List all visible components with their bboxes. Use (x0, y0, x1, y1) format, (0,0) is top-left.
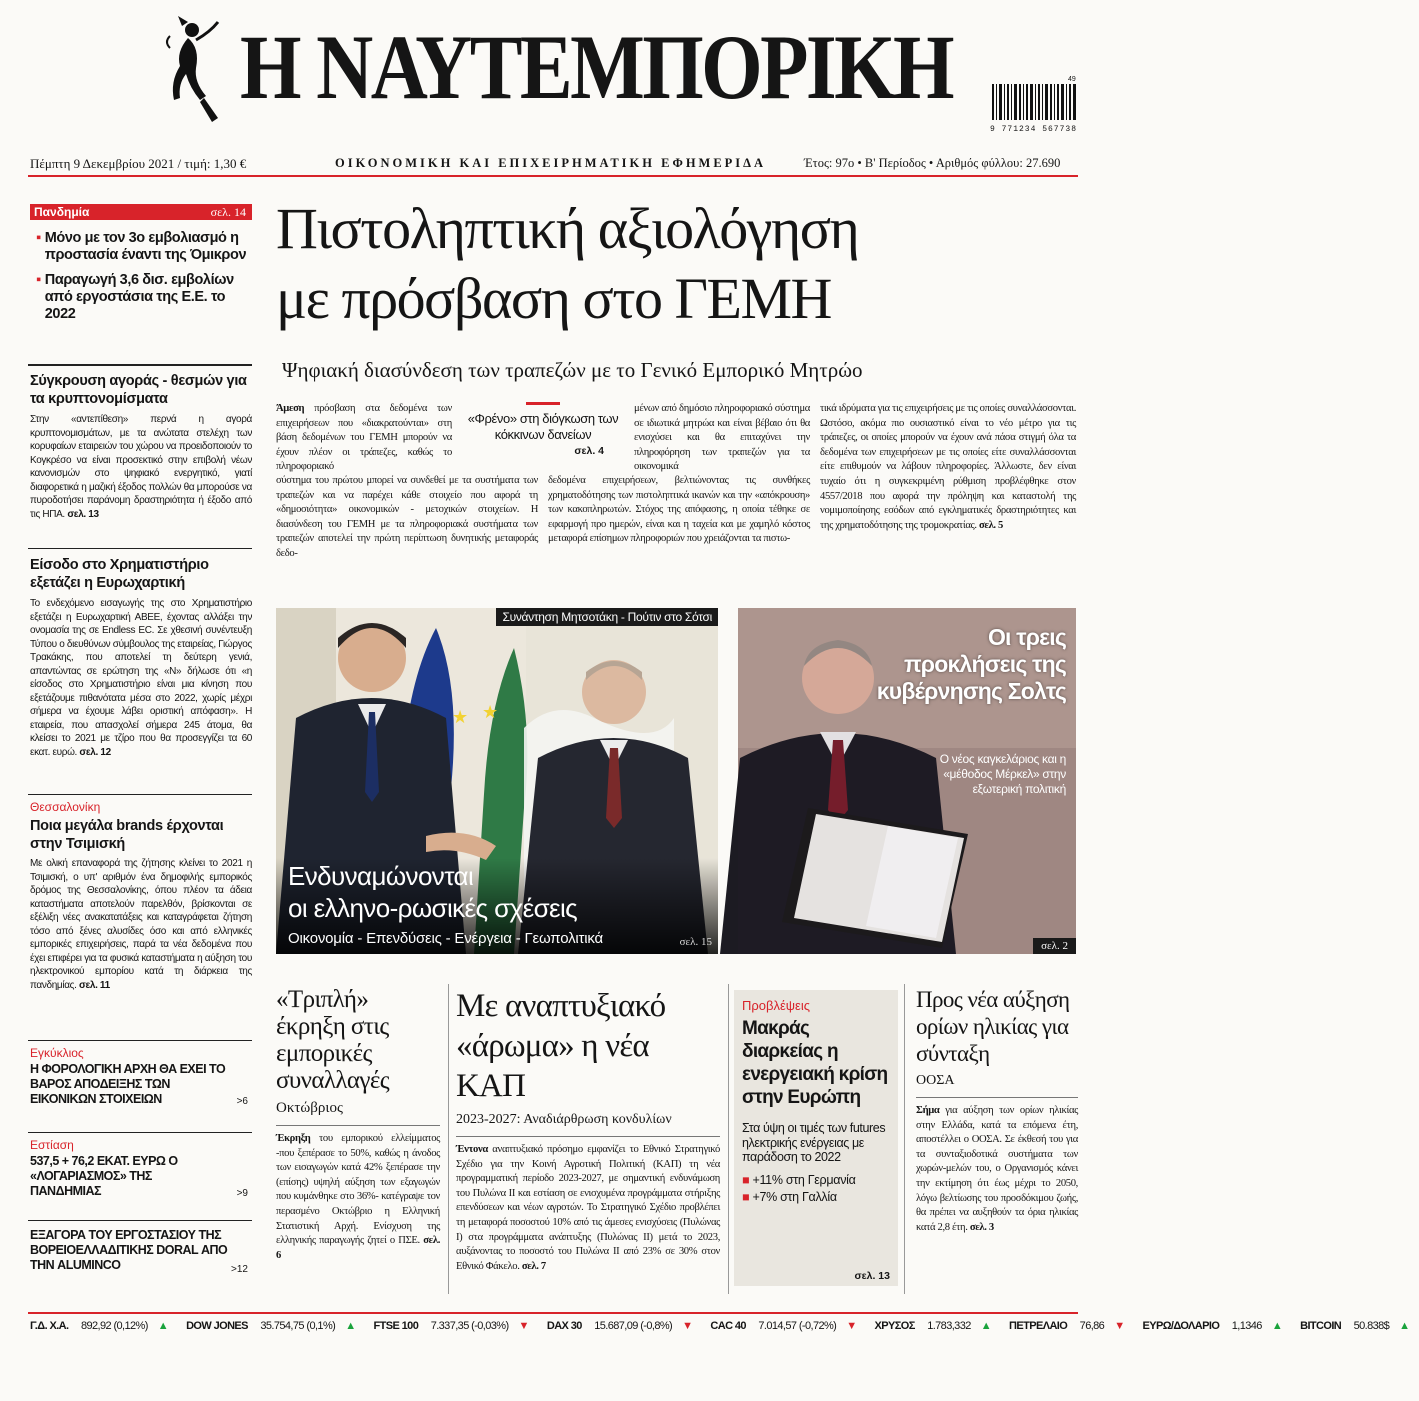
lead-col1-top: Άμεση πρόσβαση στα δεδομένα των επιχειρήσεων που «διακρατούνται» στη βάση δεδομένων του ΓΕΜΗ μπορούν να έχουν πλέον οι τράπεζες, καθώς το πληροφοριακό (276, 403, 452, 473)
issue-info: Έτος: 97ο • Β' Περίοδος • Αριθμός φύλλου: 27.690 (804, 156, 1061, 170)
svg-text:★: ★ (482, 702, 499, 722)
estiasi-article[interactable] (30, 1138, 252, 1199)
bullet-text: Παραγωγή 3,6 δισ. εμβολίων από εργοστάσια της Ε.Ε. το 2022 (44, 272, 234, 322)
up-arrow-icon: ▲ (1399, 1320, 1410, 1332)
up-arrow-icon: ▲ (345, 1320, 356, 1332)
bottom-divider (728, 984, 729, 1294)
trade-article[interactable] (276, 986, 440, 1263)
photo1-caption-tag: Συνάντηση Μητσοτάκη - Πούτιν στο Σότσι (496, 608, 718, 626)
euroxartiki-title: Είσοδο στο Χρηματιστήριο εξετάζει η Ευρωχαρτική (30, 557, 209, 591)
tsimiski-title: Ποια μεγάλα brands έρχονται στην Τσιμισκή (30, 818, 224, 852)
date-price: Πέμπτη 9 Δεκεμβρίου 2021 / τιμή: 1,30 € (30, 156, 247, 171)
bullet-item[interactable] (36, 230, 252, 264)
energy-title: Μακράς διαρκείας η ενεργειακή κρίση στην Ευρώπη (742, 1018, 888, 1108)
barcode (990, 84, 1080, 134)
cap-body: Έντονα αναπτυξιακό πρόσημο εμφανίζει το Εθνικό Στρατηγικό Σχέδιο για την Κοινή Αγροτική Πολιτική (ΚΑΠ) τη νέα προγραμματική περίοδο 2023-2027, με σημαντική ενδυνάμωση του Πυλώνα ΙΙ και εστίαση σε ενισχυμένα προγράμματα στήριξης επενδύσεων και νέων αγροτών. Το Στρατηγικό Σχέδιο προβλέπει τη μεταφορά ποσοστού 10% από τις άμεσες ενισχύσεις (Πυλώνας Ι) στα προγράμματα ανάπτυξης (Πυλώνας ΙΙ) μετά το 2023, αυξάνοντας το ποσοστό του Πυλώνα ΙΙ από 23% σε 30% στον Εθνικό Φάκελο. σελ. 7 (456, 1144, 720, 1272)
sidebar-divider (28, 364, 252, 366)
cap-title: Με αναπτυξιακό «άρωμα» η νέα ΚΑΠ (456, 988, 666, 1104)
masthead-divider (28, 175, 1078, 177)
pull-quote-text: «Φρένο» στη διόγκωση των κόκκινων δανείων (467, 411, 619, 442)
crypto-body: Στην «αντεπίθεση» περνά η αγορά κρυπτονομισμάτων, με τα ανώτατα στελέχη των κορυφαίων εταιρειών του χώρου να προειδοποιούν το Κογκρέσο να είναι προσεκτικό στην επιβολή νέων κανονισμών στο ψηφιακό ενεργητικό, γιατί διαφορετικά η μαζική έξοδος πολλών θα μπορούσε να πυροδοτήσει παράνομη δραστηριότητα ή έξοδο από τις ΗΠΑ. σελ. 13 (30, 414, 252, 520)
sidebar-divider (28, 1132, 252, 1133)
euroxartiki-body: Το ενδεχόμενο εισαγωγής της στο Χρηματιστήριο εξετάζει η Ευρωχαρτική ΑΒΕΕ, έχοντας αλλάξει την ονομασία της σε Endless EC. Σε χθεσινή συνέντευξη Τύπου ο διευθύνων σύμβουλος της εταιρείας, Γιώργος Τρακάκης, που αποτελεί τη δεύτερη γενιά, απαντώντας σε ερώτηση της «Ν» δήλωσε ότι «η είσοδος στο Χρηματιστήριο είναι μια κίνηση που εξετάζουμε πιθανότατα μέσα στο 2022, χωρίς μέχρι σήμερα να έχουμε λάβει οριστική απόφαση». Η εταιρεία, που απασχολεί σήμερα 245 άτομα, θα κλείσει το 2021 με τζίρο που θα προσεγγίζει τα 60 εκατ. ευρώ. σελ. 12 (30, 598, 252, 758)
barcode-issue: 49 (1068, 76, 1076, 83)
trade-body: Έκρηξη του εμπορικού ελλείμματος -που ξεπέρασε το 50%, καθώς η άνοδος των εισαγωγών κατά 42% ξεπέρασε την (επίσης) υψηλή αύξηση των εξαγωγών που κυμάνθηκε στο 36%- κατέγραψε τον περασμένο Οκτώβριο η Ελληνική Στατιστική Αρχή. Ενίσχυση της ελληνικής παραγωγής ζητεί ο ΠΣΕ. σελ. 6 (276, 1133, 440, 1261)
energy-item: ■ +7% στη Γαλλία (742, 1189, 837, 1204)
bottom-divider (904, 984, 905, 1294)
mitsotakis-putin-photo[interactable] (276, 608, 718, 954)
down-arrow-icon: ▼ (1114, 1320, 1125, 1332)
photo2-headline: Οι τρεις προκλήσεις της κυβέρνησης Σολτς (876, 624, 1066, 704)
energy-box[interactable] (734, 990, 898, 1286)
bottom-divider (448, 984, 449, 1294)
photo1-headline-line2: οι ελληνο-ρωσικές σχέσεις (288, 893, 578, 923)
energy-sub: Στα ύψη οι τιμές των futures ηλεκτρικής ενέργειας με παράδοση το 2022 (742, 1121, 886, 1164)
trade-title: «Τριπλή» έκρηξη στις εμπορικές συναλλαγές (276, 986, 390, 1094)
doral-ref: >12 (231, 1264, 248, 1275)
cap-rule (456, 1136, 720, 1137)
ticker-item: ΕΥΡΩ/ΔΟΛΑΡΙΟ 1,1346 ▲ (1142, 1320, 1283, 1332)
trade-rule (276, 1125, 440, 1126)
down-arrow-icon: ▼ (682, 1320, 693, 1332)
tsimiski-body: Με ολική επαναφορά της ζήτησης κλείνει το 2021 η Τσιμισκή, ο υπ' αριθμόν ένα δημοφιλής εμπορικός δρόμος της Θεσσαλονίκης, όπου πλέον τα άδεια καταστήματα αποτελούν παρελθόν, βρίσκονται σε εξέλιξη νέες ανακατατάξεις και καταγράφεται ζήτηση τόσο από ξένες αλυσίδες όσο και από ελληνικές εμπορικές επιχειρήσεις, παρά τα νέα δεδομένα που έχει επιφέρει για τα φυσικά καταστήματα η αύξηση του ηλεκτρονικού εμπορίου κατά τη διάρκεια της πανδημίας. σελ. 11 (30, 858, 252, 991)
egkyklios-article[interactable] (30, 1046, 252, 1107)
sidebar-divider (28, 1220, 252, 1221)
euroxartiki-article[interactable] (30, 556, 252, 759)
pull-quote-rule (526, 402, 560, 405)
energy-item: ■ +11% στη Γερμανία (742, 1172, 856, 1187)
hermes-logo (160, 8, 230, 138)
pandemic-tag[interactable] (30, 204, 252, 220)
tsimiski-article[interactable] (30, 800, 252, 992)
up-arrow-icon: ▲ (980, 1320, 992, 1332)
photo1-headline-line1: Ενδυναμώνονται (288, 861, 474, 891)
egkyklios-ref: >6 (236, 1096, 248, 1107)
doral-article[interactable] (30, 1228, 252, 1273)
up-arrow-icon: ▲ (1271, 1320, 1283, 1332)
red-square-icon: ■ (742, 1189, 750, 1204)
pension-title: Προς νέα αύξηση ορίων ηλικίας για σύνταξη (916, 987, 1070, 1066)
pandemic-ref: σελ. 14 (210, 205, 246, 219)
egkyklios-kicker: Εγκύκλιος (30, 1046, 84, 1060)
bullet-item[interactable] (36, 272, 252, 323)
ticker-item: BITCOIN 50.838$ ▲ (1300, 1320, 1410, 1332)
down-arrow-icon: ▼ (518, 1320, 529, 1332)
estiasi-title: 537,5 + 76,2 ΕΚΑΤ. ΕΥΡΩ Ο «ΛΟΓΑΡΙΑΣΜΟΣ» ΤΗΣ ΠΑΝΔΗΜΙΑΣ (30, 1154, 178, 1198)
photo1-headline (288, 860, 577, 924)
barcode-number: 9 771234 567738 (990, 125, 1078, 134)
lead-headline[interactable] (276, 194, 1076, 334)
lead-col3-top: μένων από δημόσιο πληροφοριακό σύστημα σε ιδιωτικά μητρώα και είναι βέβαιο ότι θα ενισχύσει και θα επιταχύνει την πληροφόρηση των τραπεζών για τα οικονομικά (634, 403, 810, 473)
lead-subtitle: Ψηφιακή διασύνδεση των τραπεζών με το Γενικό Εμπορικό Μητρώο (282, 358, 863, 382)
lead-col23-wide: δεδομένα επιχειρήσεων, βελτιώνοντας τις συνθήκες χρηματοδότησης των πιστοληπτικά ικανών και την «απόκρουση» των κακοπληρωτών. Στόχος της απόφασης, η οποία τέθηκε σε εφαρμογή προ ημερών, είναι και η ταχεία και με χαμηλό κόστος μεταφορά επίσημων πληροφοριών που χρειάζονται τα πιστω- (548, 475, 810, 545)
doral-title: ΕΞΑΓΟΡΑ ΤΟΥ ΕΡΓΟΣΤΑΣΙΟΥ ΤΗΣ ΒΟΡΕΙΟΕΛΛΑΔΙΤΙΚΗΣ DORAL ΑΠΟ ΤΗΝ ALUMINCO (30, 1228, 228, 1272)
lead-col4: τικά ιδρύματα για τις επιχειρήσεις με τις οποίες συναλλάσσονται. Ωστόσο, ακόμα πιο ουσιαστικό είναι το νέο μέτρο για τις τράπεζες, οι οποίες μπορούν να έχουν ανά πάσα στιγμή όλα τα δεδομένα των επιχειρήσεων με τις οποίες είτε συναλλάσσονται είτε επιθυμούν να λάβουν πληροφορίες. Άλλωστε, δεν είναι τυχαίο ότι η συγκεκριμένη ρύθμιση προβλέφθηκε στον 4557/2018 που αφορά την πρόληψη και καταστολή της νομιμοποίησης εσόδων από εγκληματικές δραστηριότητες και της χρηματοδότησης της τρομοκρατίας. σελ. 5 (820, 403, 1076, 531)
bullet-text: Μόνο με τον 3ο εμβολιασμό η προστασία έναντι της Όμικρον (44, 230, 247, 263)
sidebar-divider (28, 1040, 252, 1041)
lead-title-line1: Πιστοληπτική αξιολόγηση (276, 196, 859, 261)
photo2-ref: σελ. 2 (1033, 938, 1076, 954)
pension-body: Σήμα για αύξηση των ορίων ηλικίας στην Ελλάδα, κατά τα επόμενα έτη, αποστέλλει ο ΟΟΣΑ. Σε έκθεσή του για τα συνταξιοδοτικά συστήματα των χωρών-μελών του, ο Οργανισμός κάνει την εκτίμηση ότι έως μέχρι το 2050, λόγω βελτίωσης του προσδόκιμου ζωής, θα πρέπει να αυξηθούν τα όρια ηλικίας κατά 2,8 έτη. σελ. 3 (916, 1105, 1078, 1233)
tsimiski-kicker: Θεσσαλονίκη (30, 800, 101, 814)
cap-sub: 2023-2027: Αναδιάρθρωση κονδυλίων (456, 1112, 672, 1127)
ticker-item: CAC 40 7.014,57 (-0,72%) ▼ (710, 1320, 857, 1332)
ticker-item: Γ.Δ. Χ.Α. 892,92 (0,12%) ▲ (30, 1320, 169, 1332)
tagline: ΟΙΚΟΝΟΜΙΚΗ ΚΑΙ ΕΠΙΧΕΙΡΗΜΑΤΙΚΗ ΕΦΗΜΕΡΙΔΑ (335, 156, 767, 170)
ticker-item: ΧΡΥΣΟΣ 1.783,332 ▲ (874, 1320, 992, 1332)
sidebar-divider (28, 548, 252, 549)
ticker-item: ΠΕΤΡΕΛΑΙΟ 76,86 ▼ (1009, 1320, 1125, 1332)
ticker-item: DAX 30 15.687,09 (-0,8%) ▼ (546, 1320, 693, 1332)
pension-sub: ΟΟΣΑ (916, 1073, 955, 1088)
energy-ref: σελ. 13 (854, 1270, 890, 1282)
estiasi-kicker: Εστίαση (30, 1138, 74, 1152)
sidebar-divider (28, 794, 252, 795)
ticker-item: DOW JONES 35.754,75 (0,1%) ▲ (186, 1320, 356, 1332)
down-arrow-icon: ▼ (846, 1320, 857, 1332)
photo2-sub: Ο νέος καγκελάριος και η «μέθοδος Μέρκελ» στην εξωτερική πολιτική (939, 752, 1066, 796)
trade-sub: Οκτώβριος (276, 1100, 343, 1116)
energy-kicker: Προβλέψεις (742, 998, 811, 1013)
red-square-icon: ■ (742, 1172, 750, 1187)
masthead-title: Η ΝΑΥΤΕΜΠΟΡΙΚΗ (240, 16, 953, 118)
pandemic-bullets (30, 220, 252, 323)
pension-article[interactable] (916, 986, 1078, 1235)
egkyklios-title: Η ΦΟΡΟΛΟΓΙΚΗ ΑΡΧΗ ΘΑ ΕΧΕΙ ΤΟ ΒΑΡΟΣ ΑΠΟΔΕΙΞΗΣ ΤΩΝ ΕΙΚΟΝΙΚΩΝ ΣΤΟΙΧΕΙΩΝ (30, 1062, 226, 1106)
ticker-item: FTSE 100 7.337,35 (-0,03%) ▼ (373, 1320, 529, 1332)
crypto-article[interactable] (30, 372, 252, 521)
pull-quote[interactable] (462, 402, 624, 457)
pull-quote-ref: σελ. 4 (574, 445, 604, 457)
lead-col1-wide: σύστημα του πρώτου μπορεί να συνδεθεί με τα συστήματα των τραπεζών και να παρέχει κάθε στοιχείο που αφορά τη «δημοσιότητα» οικονομικών - μετοχικών στοιχείων. Η διασύνδεση του ΓΕΜΗ με τα πληροφοριακά συστήματα των τραπεζών αποτελεί την πρώτη περίπτωση δυνητικής μεταφοράς δεδο- (276, 475, 538, 559)
bullet-square: ▪ (36, 230, 41, 246)
ticker-divider (28, 1312, 1078, 1314)
pension-rule (916, 1097, 1078, 1098)
crypto-title: Σύγκρουση αγοράς - θεσμών για τα κρυπτονομίσματα (30, 373, 247, 407)
bullet-square: ▪ (36, 272, 41, 288)
svg-text:★: ★ (452, 707, 469, 727)
up-arrow-icon: ▲ (157, 1320, 169, 1332)
market-ticker (30, 1320, 1410, 1332)
pandemic-label: Πανδημία (34, 205, 90, 219)
scholz-photo[interactable] (738, 608, 1076, 954)
cap-article[interactable] (456, 986, 720, 1274)
estiasi-ref: >9 (236, 1188, 248, 1199)
photo1-topics: Οικονομία - Επενδύσεις - Ενέργεια - Γεωπολιτικά (288, 930, 603, 947)
lead-title-line2: με πρόσβαση στο ΓΕΜΗ (276, 266, 831, 331)
photo1-ref: σελ. 15 (679, 936, 712, 948)
